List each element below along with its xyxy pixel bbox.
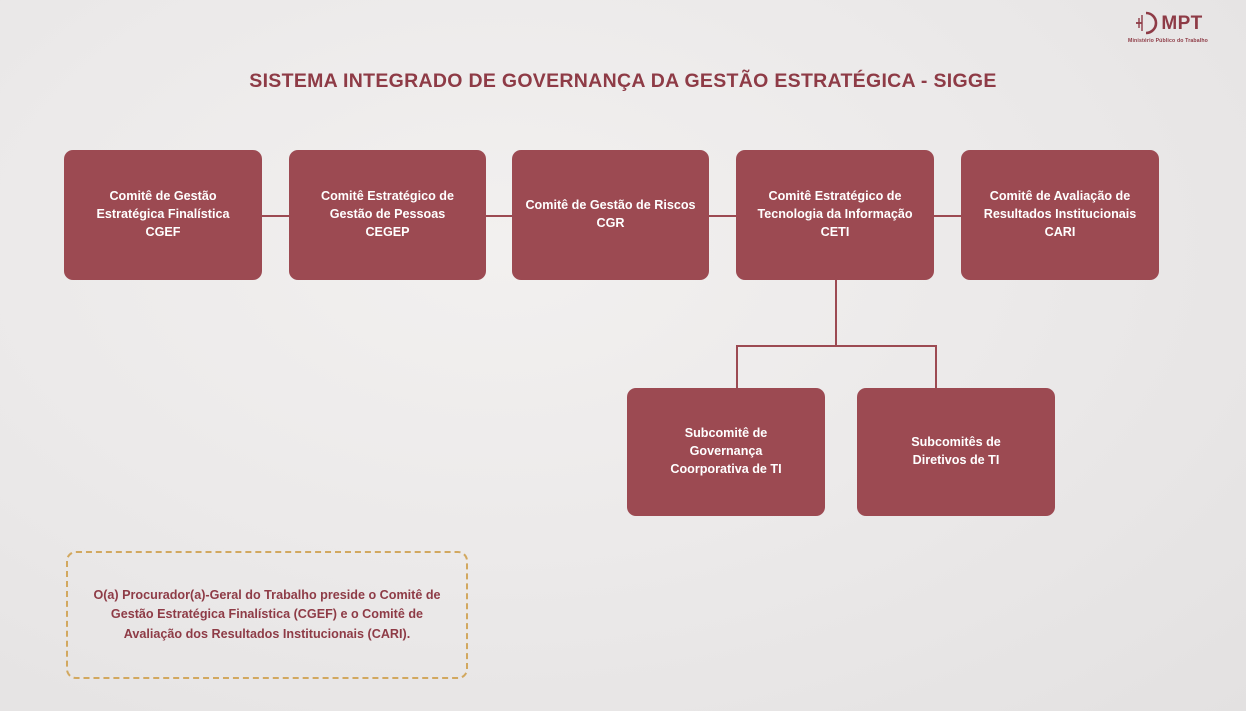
node-subdir-line1: Subcomitês de [911,435,1001,450]
node-cgef-line2: Estratégica Finalística [96,207,230,222]
note-line1: O(a) Procurador(a)-Geral do Trabalho preside o [93,587,377,602]
node-subcomites-diretivos[interactable] [857,388,1055,516]
logo-subtitle: Ministério Público do Trabalho [1127,38,1208,44]
node-cgr-line1: Comitê de Gestão de Riscos [525,198,696,213]
node-cgef-line3: CGEF [145,224,181,239]
node-cgef[interactable] [64,150,262,280]
logo [1108,10,1228,44]
node-ceti-line1: Comitê Estratégico de [768,189,902,204]
node-ceti[interactable] [736,150,934,280]
node-cari[interactable] [961,150,1159,280]
node-cegep[interactable] [289,150,486,280]
note-line4: (CARI). [367,626,411,641]
connector-cgef-cegep [262,215,290,217]
node-ceti-line2: Tecnologia da Informação [757,207,913,222]
connector-cegep-cgr [485,215,513,217]
node-subgov-line1: Subcomitê de [684,426,768,441]
node-subgov-line3: Coorporativa de TI [670,461,782,476]
node-cari-line2: Resultados Institucionais [983,207,1137,222]
node-ceti-line3: CETI [820,224,850,239]
node-cari-line1: Comitê de Avaliação de [989,189,1131,204]
node-cegep-line1: Comitê Estratégico de [321,189,454,204]
node-cgr[interactable] [512,150,709,280]
logo-wordmark: MPT [1161,12,1203,34]
connector-subcommittee-bracket [736,345,936,347]
node-cegep-line3: CEGEP [365,224,410,239]
connector-ceti-down [835,280,837,346]
node-cegep-line2: Gestão de Pessoas [329,207,446,222]
node-cgef-line1: Comitê de Gestão [109,189,217,204]
node-subcomite-governanca[interactable] [627,388,825,516]
page-title: SISTEMA INTEGRADO DE GOVERNANÇA DA GESTÃO ESTRATÉGICA - SIGGE [249,70,997,92]
connector-ceti-cari [932,215,962,217]
note-box [66,551,468,679]
node-cari-line3: CARI [1044,224,1076,239]
note-line2: Comitê de Gestão Estratégica Finalística (CGEF) e o [110,587,441,622]
node-subgov-line2: Governança [689,444,763,459]
connector-bracket-right-down [935,345,937,388]
node-cgr-line2: CGR [596,216,625,230]
connector-bracket-left-down [736,345,738,388]
mpt-logo-icon [1133,10,1159,36]
connector-cgr-ceti [708,215,736,217]
logo-row [1133,10,1202,36]
node-subdir-line2: Diretivos de TI [912,453,1000,467]
note-line3: Comitê de Avaliação dos Resultados Institucionais [123,607,424,641]
